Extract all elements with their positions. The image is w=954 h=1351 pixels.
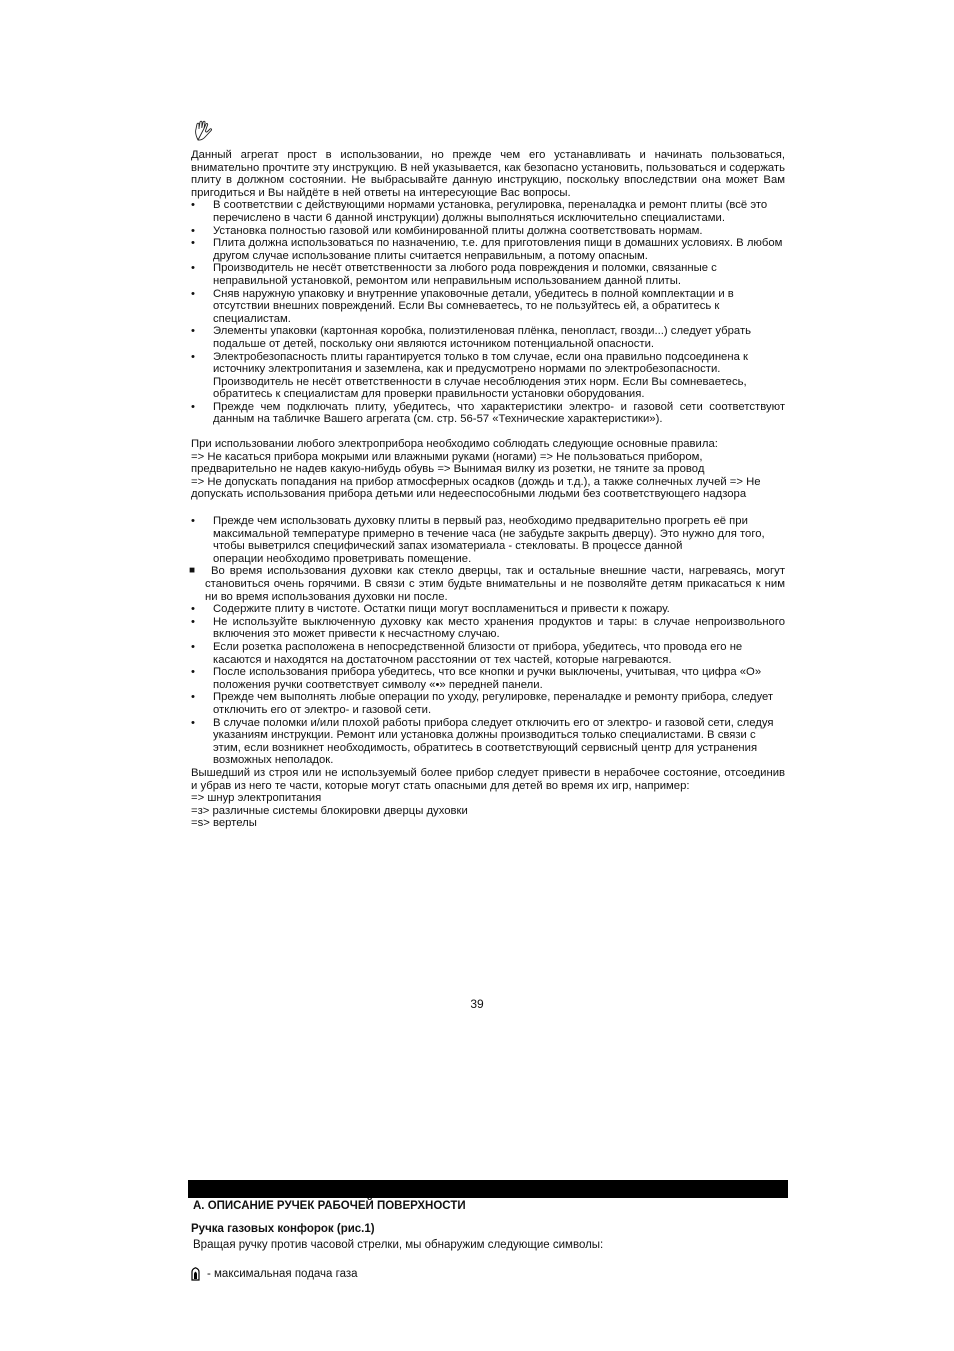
list-item: • Установка полностью газовой или комбинированной плиты должна соответствовать нормам. [191,225,785,238]
list-item: • Не используйте выключенную духовку как место хранения продуктов и тары: в случае непроизвольного включения это может привести к несчастному случаю. [191,616,785,641]
list-item [191,515,785,565]
list-item-text: Во время использования духовки как стекло дверцы, так и остальные внешние части, нагреваясь, могут становиться очень горячими. В связи с этим будьте внимательны и не позволяйте детям прикасаться к ним ни во время использования духовки ни после. [205,565,785,603]
list-item: • Плита должна использоваться по назначению, т.е. для приготовления пищи в домашних условиях. В любом другом случае использование плиты считается неправильным, а потому опасным. [191,237,785,262]
list-item-square [191,565,785,603]
list-item: • В случае поломки и/или плохой работы прибора следует отключить его от электро- и газовой сети, следуя указаниям инструкции. Ремонт или установка должны производиться только специалистами. В связи с этим, если возникнет необходимость, обратитесь в соответствующий сервисный центр для устранения возможных неполадок. [191,717,785,767]
list-item: • В соответствии с действующими нормами установка, регулировка, переналадка и ремонт плиты (всё это перечислено в части 6 данной инструкции) должны выполняться исключительно специалистами. [191,199,785,224]
page-number: 39 [470,997,484,1011]
list-item: • Если розетка расположена в непосредственной близости от прибора, убедитесь, что провода его не касаются и находятся на достаточном расстоянии от тех частей, которые нагреваются. [191,641,785,666]
list-item-text: • Прежде чем использовать духовку плиты в первый раз, необходимо предварительно прогреть её при максимальной температуре примерно в течение часа (не забудьте закрыть дверцу). Это нужно для того, чтобы выветрился специфический запах изоматериала - стекловаты. В процессе данной [213,515,765,553]
subheading: Ручка газовых конфорок (рис.1) [191,1223,375,1235]
subtext: Вращая ручку против часовой стрелки, мы обнаружим следующие символы: [193,1239,604,1251]
symbol-description: - максимальная подача газа [207,1268,358,1280]
rules-block-1: => Не касаться прибора мокрыми или влажными руками (ногами) => Не пользоваться прибором, предварительно не надев какую-нибудь обувь => Вынимая вилку из розетки, не тяните за провод [191,450,705,476]
flame-icon [190,1267,201,1281]
disposal-item: =з> различные системы блокировки дверцы духовки [191,804,468,817]
list-item: • Производитель не несёт ответственности за любого рода повреждения и поломки, связанные с неправильной установкой, ремонтом или неправильным использованием данной плиты. [191,262,785,287]
list-item: • Прежде чем выполнять любые операции по уходу, регулировке, переналадке и ремонту прибора, следует отключить его от электро- и газовой сети. [191,691,785,716]
disposal-item: => шнур электропитания [191,792,322,805]
list-item: • Электробезопасность плиты гарантируется только в том случае, если она правильно подсоединена к источнику электропитания и заземлена, как и предусмотрено нормами по электробезопасности. Производитель не несёт ответственности в случае несоблюдения этих норм. Если Вы сомневаетесь, обратитесь к специалистам для проверки правильности установки оборудования. [191,351,785,401]
list-item: • Содержите плиту в чистоте. Остатки пищи могут воспламениться и привести к пожару. [191,603,785,616]
document-body [191,149,785,830]
hand-icon [192,120,216,142]
symbol-line [190,1267,358,1281]
intro-paragraph: Данный агрегат прост в использовании, но прежде чем его устанавливать и начинать пользоваться, внимательно прочтите эту инструкцию. В ней указывается, как безопасно установить, пользоваться и содержать плиту в должном состоянии. Не выбрасывайте данную инструкцию, поскольку впоследствии она может Вам пригодиться и Вы найдёте в ней ответы на интересующие Вас вопросы. [191,149,785,199]
oven-safety-list [191,515,785,767]
list-item: • Прежде чем подключать плиту, убедитесь, что характеристики электро- и газовой сети соответствуют данным на табличке Вашего агрегата (см. стр. 56-57 «Технические характеристики»). [191,401,785,426]
list-item: • После использования прибора убедитесь, что все кнопки и ручки выключены, учитывая, что цифра «О» положения ручки соответствует символу «•» передней панели. [191,666,785,691]
disposal-paragraph: Вышедший из строя или не используемый более прибор следует привести в нерабочее состояние, отсоединив и убрав из него те части, которые могут стать опасными для детей во время их игр, например: [191,766,785,792]
rules-intro: При использовании любого электроприбора необходимо соблюдать следующие основные правила: [191,438,718,451]
section-title: А. ОПИСАНИЕ РУЧЕК РАБОЧЕЙ ПОВЕРХНОСТИ [193,1200,466,1212]
list-item-text: операции необходимо проветривать помещение. [213,552,472,565]
section-header-bar [188,1180,788,1198]
safety-list [191,199,785,426]
rules-block-2: => Не допускать попадания на прибор атмосферных осадков (дождь и т.д.), а также солнечных лучей => Не допускать использования прибора детьми или недееспособными людьми без соответствующего надзора [191,475,761,501]
list-item: • Сняв наружную упаковку и внутренние упаковочные детали, убедитесь в полной комплектации и в отсутствии внешних повреждений. Если Вы сомневаетесь, то не пользуйтесь ей, а обратитесь к специалистам. [191,288,785,326]
list-item: • Элементы упаковки (картонная коробка, полиэтиленовая плёнка, пенопласт, гвозди...) следует убрать подальше от детей, поскольку они являются источником потенциальной опасности. [191,325,785,350]
disposal-item: =s> вертелы [191,817,257,830]
